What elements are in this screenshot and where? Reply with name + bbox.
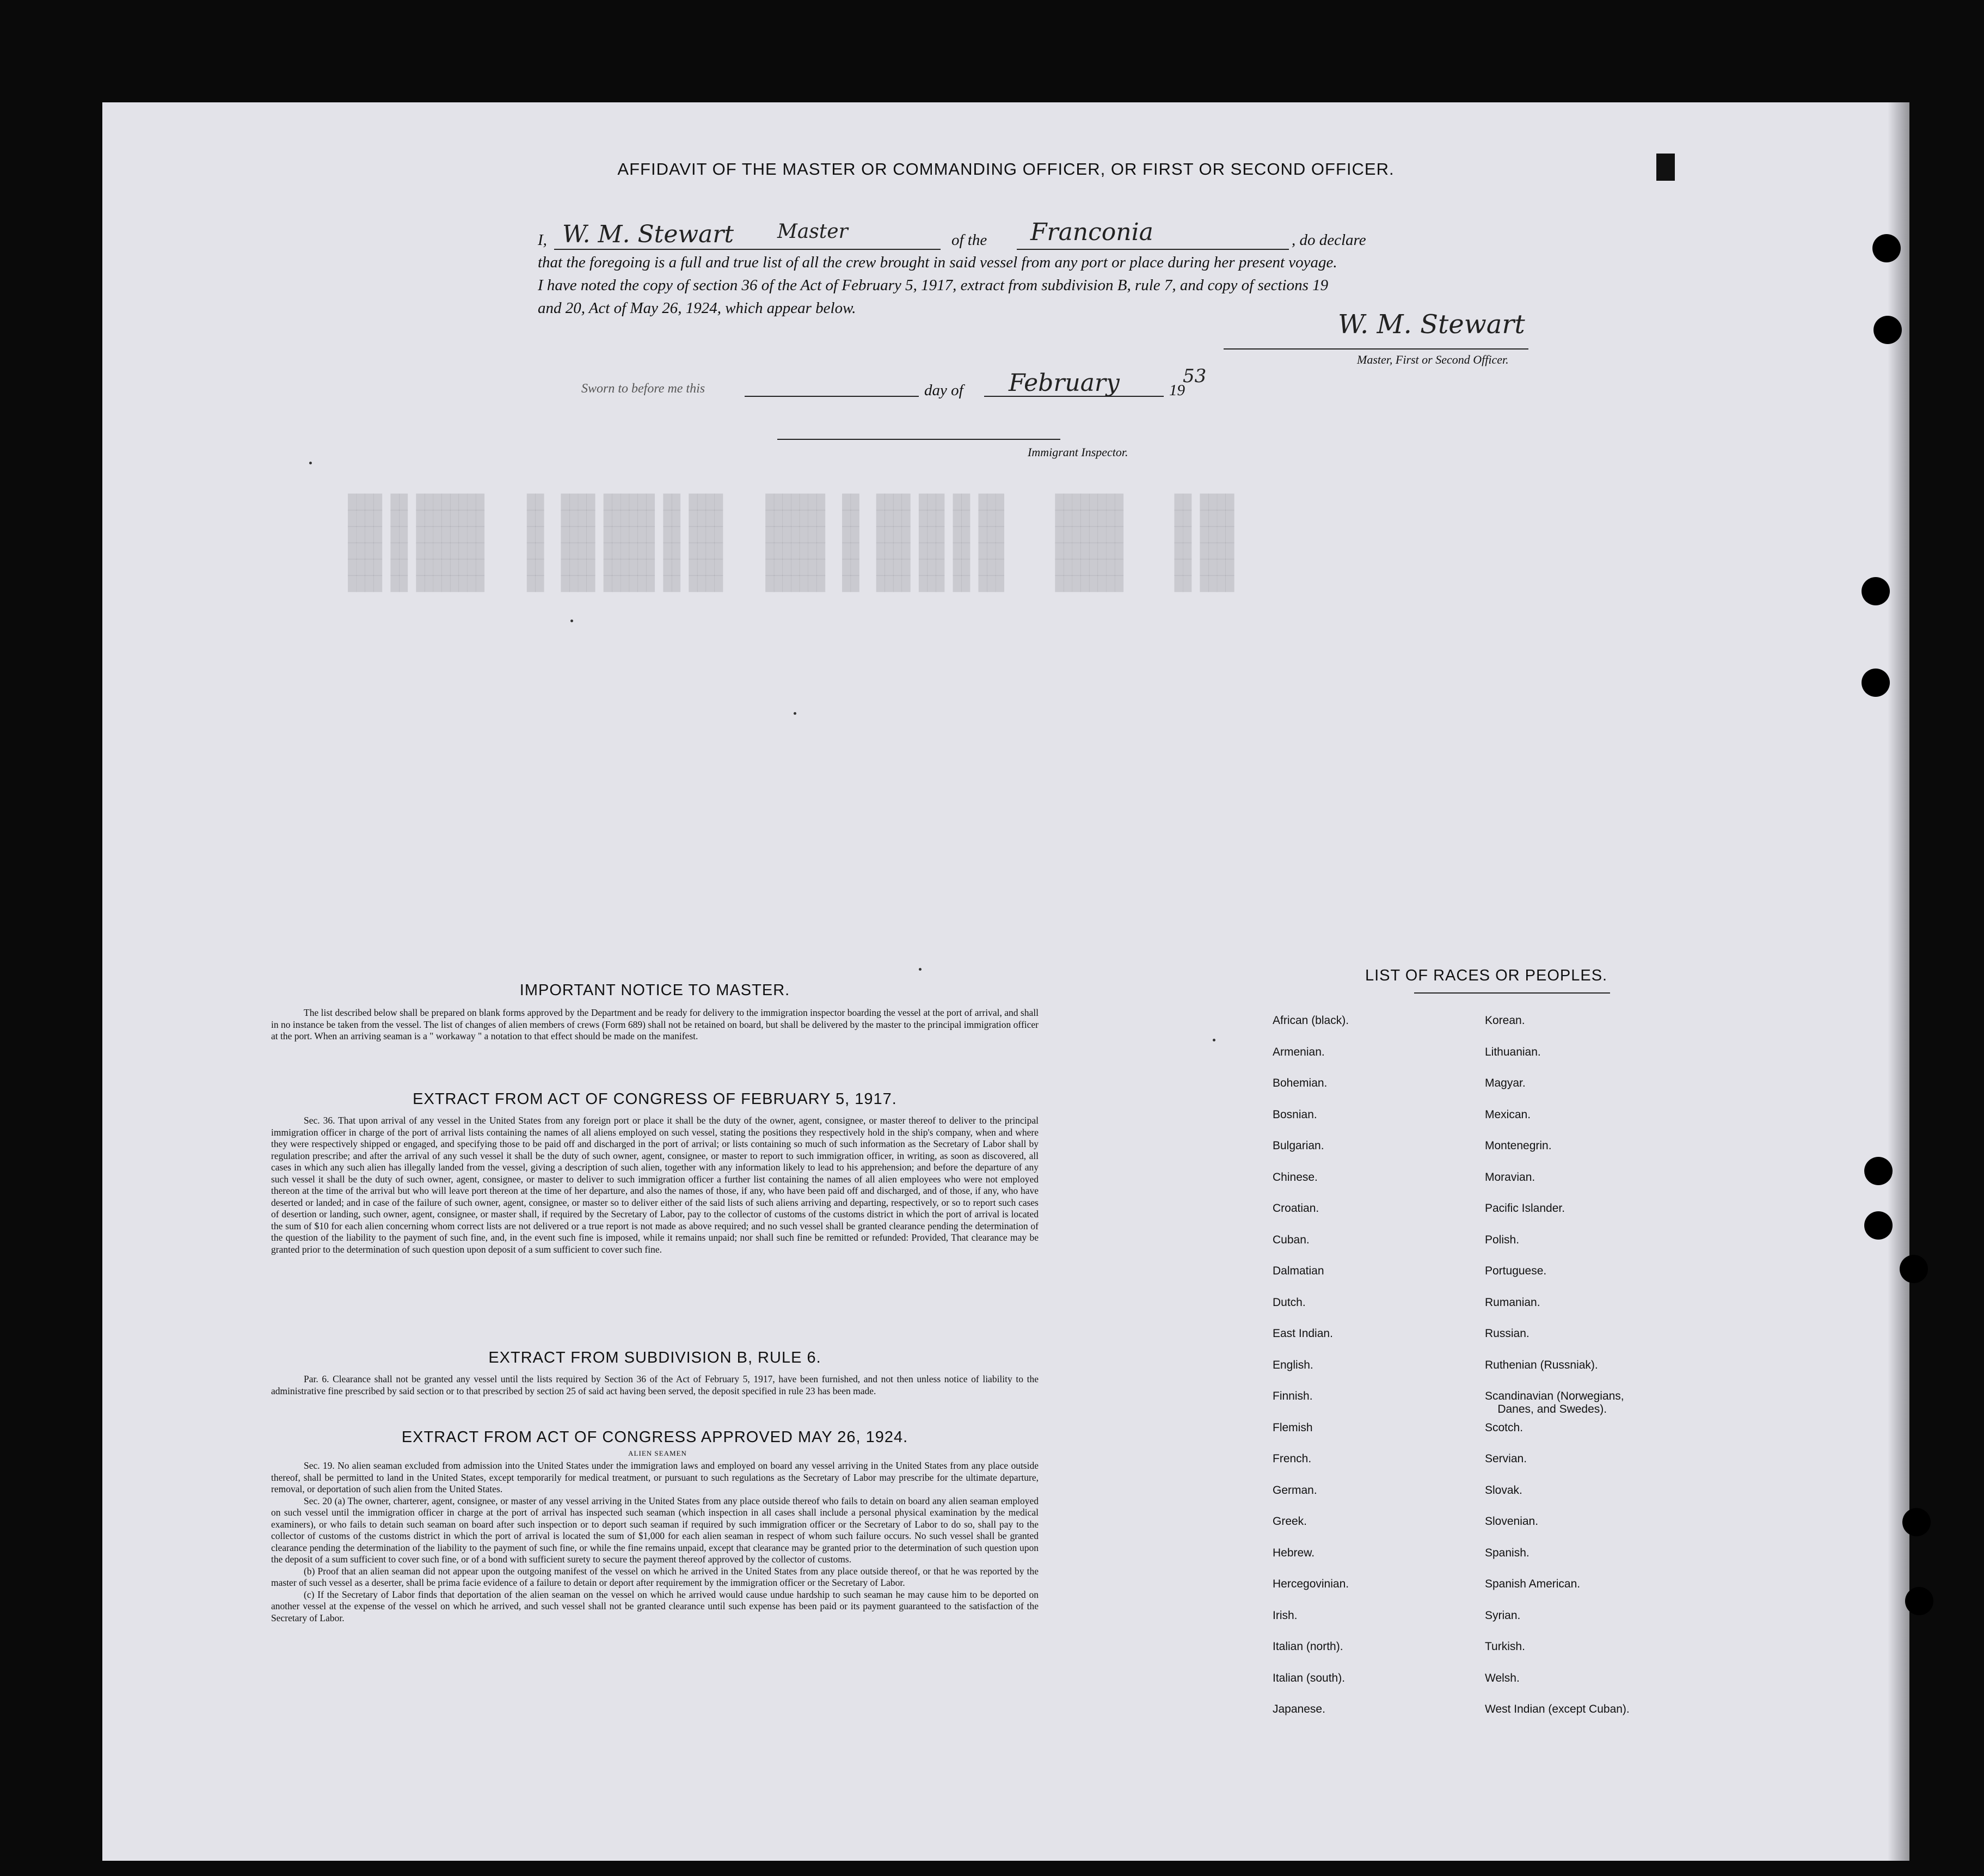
- race-item: Welsh.: [1485, 1671, 1520, 1684]
- sec20a-paragraph: Sec. 20 (a) The owner, charterer, agent, consignee, or master of any vessel arriving in the United States from any place outside thereof who fails to detain on board any alien seaman employed on such vessel until the immigration officer in charge at the port of arrival has inspected such seaman (which inspection in all cases shall include a personal physical examination by the medical examiners), or who fails to detain such seaman on board after such inspection or to deport such seaman if required by such immigration officer or the Secretary of Labor to do so, shall pay to the collector of customs of the customs district in which the port of arrival is located the sum of $1,000 for each alien seaman in respect of whom such failure occurs. No such vessel shall be granted clearance pending the determination of the liability to the payment of such fine, or while the fine remains unpaid, except that clearance may be granted prior to the determination of such question upon the deposit of a sum sufficient to cover such fine, or of a bond with sufficient surety to secure the payment thereof approved by the collector of customs.: [271, 1495, 1039, 1565]
- race-item: Spanish.: [1485, 1546, 1530, 1559]
- race-item: French.: [1273, 1452, 1312, 1465]
- race-item: Irish.: [1273, 1609, 1298, 1622]
- sec20b-paragraph: (b) Proof that an alien seaman did not appear upon the outgoing manifest of the vessel on which he arrived in the United States from any place outside thereof, or that he was reported by the master of such vessel as a deserter, shall be prima facie evidence of a failure to detain or deport after requirement by the immigration officer or the Secretary of Labor.: [271, 1565, 1039, 1588]
- race-item: Hebrew.: [1273, 1546, 1315, 1559]
- sworn-year: 53: [1183, 365, 1207, 387]
- rule6-paragraph: Par. 6. Clearance shall not be granted any vessel until the lists required by Section 36 of the Act of February 5, 1917, have been furnished, and not then unless notice of liability to the administrative fine prescribed by said section or to that prescribed by section 25 of said act having been served, the deposit specified in rule 23 has been made.: [271, 1374, 1039, 1396]
- race-item: Cuban.: [1273, 1233, 1310, 1246]
- extract-1924-text: [271, 1460, 1039, 1624]
- extract-1924-title: EXTRACT FROM ACT OF CONGRESS APPROVED MAY 26, 1924.: [401, 1429, 908, 1446]
- sworn-line: [581, 365, 1234, 404]
- affidavit-title: AFFIDAVIT OF THE MASTER OR COMMANDING OFFICER, OR FIRST OR SECOND OFFICER.: [617, 160, 1395, 179]
- prefix-i: I,: [538, 231, 547, 249]
- punch-hole: [1862, 577, 1890, 605]
- race-item: Turkish.: [1485, 1640, 1525, 1653]
- race-item: Moravian.: [1485, 1170, 1535, 1184]
- affidavit-line-2: that the foregoing is a full and true list of all the crew brought in said vessel from any port or place during her present voyage.: [538, 254, 1337, 271]
- master-signature: W. M. Stewart: [1338, 309, 1525, 340]
- race-item: Ruthenian (Russniak).: [1485, 1358, 1598, 1371]
- race-item: Dalmatian: [1273, 1265, 1324, 1277]
- punch-hole: [1864, 1211, 1893, 1240]
- race-item: Montenegrin.: [1485, 1139, 1552, 1152]
- sworn-month: February: [1009, 369, 1120, 397]
- year-prefix: 19: [1169, 382, 1185, 399]
- speck: [794, 712, 796, 715]
- extract-1917-title: EXTRACT FROM ACT OF CONGRESS OF FEBRUARY 5, 1917.: [413, 1090, 897, 1108]
- races-title-underline: [1414, 992, 1610, 994]
- rule6-title: EXTRACT FROM SUBDIVISION B, RULE 6.: [488, 1349, 821, 1366]
- race-item: Italian (south).: [1273, 1671, 1346, 1684]
- race-item: West Indian (except Cuban).: [1485, 1703, 1630, 1715]
- speck: [919, 968, 922, 971]
- day-of-label: day of: [924, 382, 963, 399]
- race-item: Korean.: [1485, 1014, 1525, 1027]
- punch-hole: [1872, 234, 1901, 262]
- signature-caption: Master, First or Second Officer.: [1357, 353, 1509, 366]
- race-item: Armenian.: [1273, 1045, 1325, 1058]
- race-item: Lithuanian.: [1485, 1045, 1541, 1058]
- notice-text: [271, 1007, 1039, 1043]
- rule6-text: [271, 1374, 1039, 1397]
- bleed-through-rows: ████ ██ ████████ ██ ████ ██████ ██ ████ ███████ ██ ████ ███ ██ ███ ████████ ██ ████ ████ ██ ████████ ██ ████ ██████ ██ ████ ███████ ██ ████ ███ ██ ███ ████████ ██ ████ ████ ██ ████████ ██ ████ ██████ ██ ████ ███████ ██ ████ ███ ██ ███ ████████ ██ ████ ████ ██ ████████ ██ ████ ██████ ██ ████ ███████ ██ ████ ███ ██ ███ ████████ ██ ████ ████ ██ ████████ ██ ████ ██████ ██ ████ ███████ ██ ████ ███ ██ ███ ████████ ██ ████ ████ ██ ████████ ██ ████ ██████ ██ ████ ███████ ██ ████ ███ ██ ███ ████████ ██ ████: [348, 494, 1234, 592]
- notice-paragraph: The list described below shall be prepared on blank forms approved by the Department and be ready for delivery to the immigration inspector boarding the vessel at the port of arrival, and shall in no instance be taken from the vessel. The list of changes of alien members of crews (Form 689) shall not be retained on board, but shall be delivered by the master to the principal immigration officer at the port. When an arriving seaman is a " workaway " a notation to that effect should be made on the manifest.: [271, 1007, 1039, 1041]
- do-declare-label: , do declare: [1292, 231, 1366, 249]
- race-item: Japanese.: [1273, 1703, 1325, 1715]
- name-line: [554, 249, 941, 250]
- vessel-name: Franconia: [1030, 218, 1153, 246]
- race-item: Rumanian.: [1485, 1296, 1540, 1309]
- race-item: Slovak.: [1485, 1483, 1522, 1497]
- race-item: Servian.: [1485, 1452, 1527, 1465]
- race-item: Hercegovinian.: [1273, 1578, 1349, 1590]
- speck: [570, 620, 573, 622]
- race-item: Pacific Islander.: [1485, 1202, 1565, 1215]
- sec36-paragraph: Sec. 36. That upon arrival of any vessel in the United States from any foreign port or place it shall be the duty of the owner, agent, consignee, or master thereof to deliver to the principal immigration officer in charge of the port of arrival lists containing the names of all aliens employed on such vessel, stating the positions they respectively hold in the ship's company, when and where they were respectively shipped or engaged, and specifying those to be paid off and discharged in the port of arrival; or lists containing so much of such information as the Secretary of Labor shall by regulation prescribe; and after the arrival of any such vessel it shall be the duty of such owner, agent, consignee, or master to report to such immigration officer, in writing, as soon as discovered, all cases in which any such alien has illegally landed from the vessel, giving a description of such alien, together with any information likely to lead to his apprehension; and before the departure of any such vessel it shall be the duty of such owner, agent, consignee, or master to deliver to such immigration officer a further list containing the names of all alien employees who were not employed thereon at the time of the arrival but who will leave port thereon at the time of her departure, and also the names of those, if any, who have been paid off and discharged, and of those, if any, who have deserted or landed; and in case of the failure of such owner, agent, consignee, or master so to deliver either of the said lists of such aliens arriving and departing, respectively, or so to report such cases of desertion or landing, such owner, agent, consignee, or master shall, if required by the Secretary of Labor, pay to the collector of customs of the customs district in which the port of arrival is located the sum of $10 for each alien concerning whom correct lists are not delivered or a true report is not made as above required; and no such vessel shall be granted clearance pending the determination of the question of the liability to the payment of such fine, and, in the event such fine is imposed, while it remains unpaid; nor shall such fine be remitted or refunded: Provided, That clearance may be granted prior to the determination of such question upon deposit of a sum sufficient to cover such fine.: [271, 1115, 1039, 1255]
- signature-line: [1224, 348, 1528, 350]
- affidavit-line-1: [538, 218, 1681, 252]
- extract-1917-text: [271, 1115, 1039, 1255]
- race-item: Scandinavian (Norwegians, Danes, and Swedes).: [1485, 1390, 1624, 1415]
- race-item: African (black).: [1273, 1014, 1349, 1027]
- race-item: Mexican.: [1485, 1108, 1531, 1121]
- race-item: Portuguese.: [1485, 1265, 1547, 1277]
- punch-hole: [1874, 316, 1902, 344]
- speck: [309, 462, 312, 464]
- race-item: Slovenian.: [1485, 1515, 1539, 1528]
- race-item: East Indian.: [1273, 1327, 1333, 1340]
- sec20c-paragraph: (c) If the Secretary of Labor finds that deportation of the alien seaman on the vessel on which he arrived would cause undue hardship to such seaman he may cause him to be deported on another vessel at the expense of the vessel on which he arrived, and such vessel shall not be granted clearance until such expense has been paid or its payment guaranteed to the satisfaction of the Secretary of Labor.: [271, 1589, 1039, 1623]
- speck: [1213, 1039, 1215, 1041]
- race-item: Finnish.: [1273, 1390, 1313, 1402]
- race-item: Greek.: [1273, 1515, 1307, 1528]
- inspector-line: [777, 439, 1060, 440]
- master-name: W. M. Stewart: [562, 220, 734, 248]
- punch-hole: [1905, 1587, 1933, 1615]
- punch-hole: [1862, 669, 1890, 697]
- sec19-paragraph: Sec. 19. No alien seaman excluded from admission into the United States under the immigration laws and employed on board any vessel arriving in the United States from any place outside thereof, shall be permitted to land in the United States, except temporarily for medical treatment, or pursuant to such regulations as the Secretary of Labor may prescribe for the ultimate departure, removal, or deportation of such alien from the United States.: [271, 1460, 1039, 1494]
- race-item: Bosnian.: [1273, 1108, 1317, 1121]
- punch-hole: [1900, 1255, 1928, 1283]
- race-item: Flemish: [1273, 1421, 1313, 1434]
- race-item: Spanish American.: [1485, 1578, 1581, 1590]
- race-item: Croatian.: [1273, 1202, 1319, 1215]
- sworn-month-line: [984, 396, 1164, 397]
- vessel-line: [1017, 249, 1289, 250]
- race-item: Polish.: [1485, 1233, 1520, 1246]
- of-the-label: of the: [951, 231, 987, 249]
- race-item: Scotch.: [1485, 1421, 1524, 1434]
- race-item: Chinese.: [1273, 1170, 1318, 1184]
- race-item: Magyar.: [1485, 1077, 1526, 1089]
- notice-title: IMPORTANT NOTICE TO MASTER.: [519, 982, 790, 999]
- sworn-day-line: [745, 396, 919, 397]
- race-item: German.: [1273, 1483, 1317, 1497]
- document-page: [102, 102, 1909, 1861]
- race-item: Bohemian.: [1273, 1077, 1328, 1089]
- race-item: English.: [1273, 1358, 1313, 1371]
- affidavit-line-4: and 20, Act of May 26, 1924, which appear below.: [538, 299, 856, 317]
- punch-hole: [1864, 1157, 1893, 1185]
- race-item: Dutch.: [1273, 1296, 1306, 1309]
- punch-hole: [1902, 1508, 1931, 1536]
- sworn-prefix: Sworn to before me this: [581, 382, 705, 396]
- affidavit-line-3: I have noted the copy of section 36 of the Act of February 5, 1917, extract from subdivision B, rule 7, and copy of sections 19: [538, 277, 1329, 294]
- race-item: Syrian.: [1485, 1609, 1521, 1622]
- master-rank: Master: [777, 220, 848, 243]
- inspector-caption: Immigrant Inspector.: [1028, 445, 1128, 459]
- race-item: Italian (north).: [1273, 1640, 1343, 1653]
- corner-mark: [1656, 154, 1675, 181]
- race-item: Bulgarian.: [1273, 1139, 1324, 1152]
- races-title: LIST OF RACES OR PEOPLES.: [1365, 967, 1608, 984]
- race-item: Russian.: [1485, 1327, 1530, 1340]
- alien-seamen-subheading: ALIEN SEAMEN: [628, 1449, 687, 1457]
